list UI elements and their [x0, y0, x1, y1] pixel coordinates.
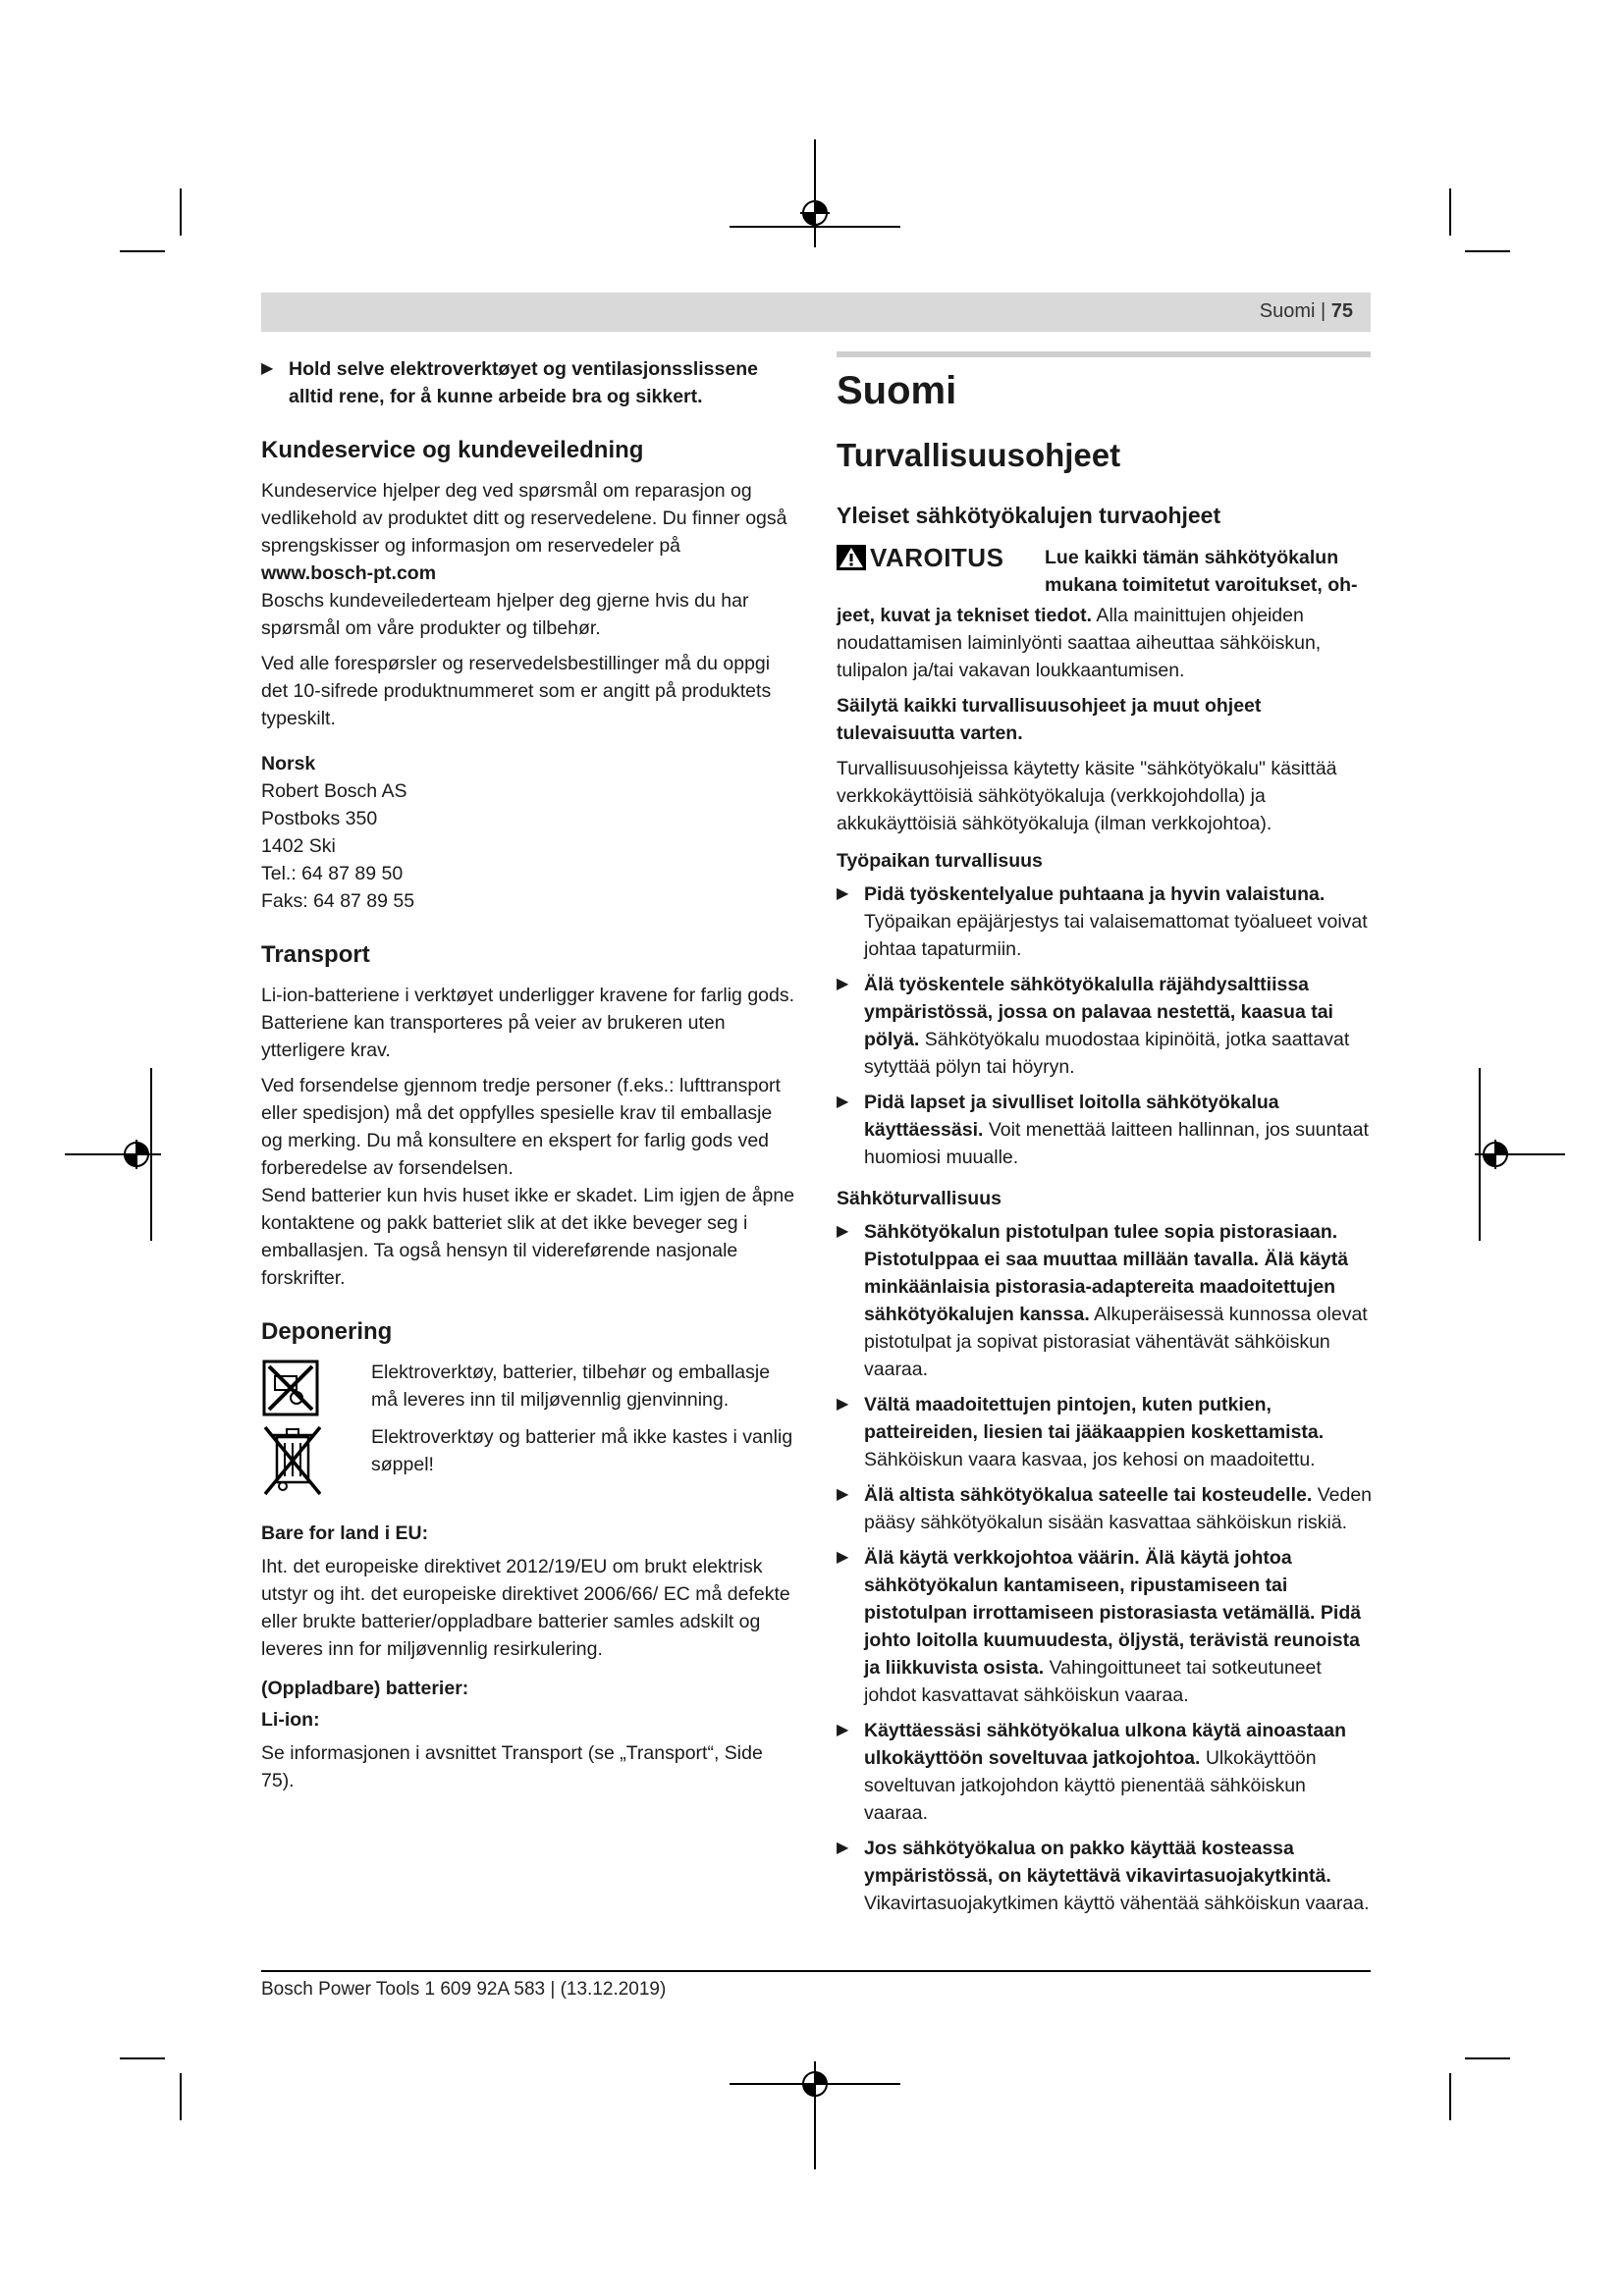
address-city: 1402 Ski	[261, 835, 336, 857]
bullet-arrow-icon: ▶	[837, 1549, 849, 1566]
eu-text: Iht. det europeiske direktivet 2012/19/EU om brukt elektrisk utstyr og iht. det europeiske direktivet 2006/66/ EC må defekte eller brukte batterier/oppladbare batterier samles adskilt og leveres inn for miljøvennlig resirkulering.	[261, 1556, 790, 1660]
footer-text: Bosch Power Tools 1 609 92A 583 | (13.12.2019)	[261, 1979, 667, 2000]
address-tel: Tel.: 64 87 89 50	[261, 863, 404, 884]
electrical-item: ▶ Sähkötyökalun pistotulpan tulee sopia pistorasiaan. Pistotulppaa ei saa muuttaa millään tavalla. Älä käytä minkäänlaisia pistorasia-adaptereita maadoitettujen sähkötyökalujen kanssa. Alkuperäisessä kunnossa olevat pistotulpat ja sopivat pistorasiat vähentävät sähköiskun vaaraa.	[837, 1218, 1375, 1383]
transport-p1: Li-ion-batteriene i verktøyet underligger kravene for farlig gods. Batteriene kan transporteres på veier av brukeren uten ytterligere krav.	[261, 985, 795, 1061]
intro-bullet: ▶ Hold selve elektroverktøyet og ventilasjonsslissene alltid rene, for å kunne arbeide bra og sikkert.	[261, 355, 796, 410]
batterier-text: Se informasjonen i avsnittet Transport (se „Transport“, Side 75).	[261, 1742, 763, 1791]
header-language: Suomi	[1259, 300, 1316, 322]
bullet-arrow-icon: ▶	[837, 1722, 849, 1738]
warning-text: jeet, kuvat ja tekniset tiedot. Alla mainittujen ohjeiden noudattamisen laiminlyönti saattaa aiheuttaa sähköiskun, tulipalon ja/tai vakavan loukkaantumisen.	[837, 605, 1322, 681]
right-column	[837, 355, 1375, 1925]
kundeservice-heading: Kundeservice og kundeveiledning	[261, 437, 644, 463]
section-title: Turvallisuusohjeet	[837, 437, 1121, 473]
address-company: Robert Bosch AS	[261, 780, 407, 802]
footer-rule	[261, 1970, 1371, 1972]
warning-badge: VAROITUS	[837, 544, 1003, 571]
warning-first-line: Lue kaikki tämän sähkötyökalun mukana toimitetut varoitukset, oh-	[1045, 547, 1358, 596]
reg-line	[814, 139, 816, 247]
warning-triangle-icon	[837, 545, 866, 570]
disposal-text-2: Elektroverktøy og batterier må ikke kastes i vanlig søppel!	[371, 1426, 793, 1475]
electrical-item: ▶ Käyttäessäsi sähkötyökalua ulkona käytä ainoastaan ulkokäyttöön soveltuvaa jatkojohtoa. Ulkokäyttöön soveltuvan jatkojohdon käyttö pienentää sähköiskun vaaraa.	[837, 1717, 1375, 1827]
electrical-item: ▶ Jos sähkötyökalua on pakko käyttää kosteassa ympäristössä, on käytettävä vikavirtasuojakytkintä. Vikavirtasuojakytkimen käyttö vähentää sähköiskun vaaraa.	[837, 1835, 1375, 1917]
disposal-text-1: Elektroverktøy, batterier, tilbehør og emballasje må leveres inn til miljøvennlig gjenvinning.	[371, 1362, 771, 1411]
registration-mark-icon	[122, 1140, 151, 1169]
address-country: Norsk	[261, 753, 316, 774]
electrical-item: ▶ Älä altista sähkötyökalua sateelle tai kosteudelle. Veden pääsy sähkötyökalun sisään kasvattaa sähköiskun riskiä.	[837, 1481, 1375, 1536]
eu-heading: Bare for land i EU:	[261, 1522, 429, 1544]
bullet-arrow-icon: ▶	[837, 1396, 849, 1413]
kundeservice-p3: Ved alle forespørsler og reservedelsbestillinger må du oppgi det 10-sifrede produktnummeret som er angitt på produktets typeskilt.	[261, 653, 772, 729]
transport-heading: Transport	[261, 941, 370, 968]
disposal-item	[261, 1423, 796, 1498]
crop-mark	[180, 2073, 182, 2120]
recycle-box-icon	[261, 1359, 371, 1417]
crop-mark	[120, 250, 165, 252]
left-column	[261, 355, 796, 1802]
address-box: Postboks 350	[261, 808, 378, 829]
bullet-arrow-icon: ▶	[837, 1486, 849, 1503]
crossed-bin-icon	[261, 1423, 371, 1498]
crop-mark	[1465, 2057, 1510, 2059]
electrical-item: ▶ Älä käytä verkkojohtoa väärin. Älä käytä johtoa sähkötyökalun kantamiseen, ripustamiseen tai pistotulpan irrottamiseen pistorasiasta vetämällä. Pidä johto loitolla kuumuudesta, öljystä, terävistä reunoista ja liikkuvista osista. Vahingoittuneet tai sotkeutuneet johdot kasvattavat sähköiskun vaaraa.	[837, 1544, 1375, 1709]
term-note: Turvallisuusohjeissa käytetty käsite "sähkötyökalu" käsittää verkkokäyttöisiä sähkötyökaluja (verkkojohdolla) ja akkukäyttöisiä sähkötyökaluja (ilman verkkojohtoa).	[837, 758, 1337, 834]
registration-mark-icon	[800, 2069, 830, 2099]
deponering-heading: Deponering	[261, 1318, 393, 1345]
workplace-heading: Työpaikan turvallisuus	[837, 850, 1043, 872]
disposal-item	[261, 1359, 796, 1417]
page-number: 75	[1330, 300, 1353, 322]
kundeservice-p1: Kundeservice hjelper deg ved spørsmål om reparasjon og vedlikehold av produktet ditt og reservedelene. Du finner også sprengskisser og informasjon om reservedeler på www.bosch-pt.com Boschs kundeveilederteam hjelper deg gjerne hvis du har spørsmål om våre produkter og tilbehør.	[261, 480, 787, 639]
workplace-item: ▶ Pidä lapset ja sivulliset loitolla sähkötyökalua käyttäessäsi. Voit menettää laitteen hallinnan, jos suuntaat huomiosi muualle.	[837, 1089, 1375, 1171]
workplace-item: ▶ Pidä työskentelyalue puhtaana ja hyvin valaistuna. Työpaikan epäjärjestys tai valaisemattomat työalueet voivat johtaa tapaturmiin.	[837, 881, 1375, 963]
bullet-arrow-icon: ▶	[837, 1094, 849, 1110]
crop-mark	[120, 2057, 165, 2059]
website-link[interactable]: www.bosch-pt.com	[261, 562, 437, 584]
bullet-arrow-icon: ▶	[837, 1223, 849, 1240]
header-label: Suomi | 75	[1259, 300, 1353, 322]
crop-mark	[1465, 250, 1510, 252]
registration-mark-icon	[1481, 1140, 1510, 1169]
workplace-item: ▶ Älä työskentele sähkötyökalulla räjähdysalttiissa ympäristössä, jossa on palavaa nestettä, kaasua tai pölyä. Sähkötyökalu muodostaa kipinöitä, jotka saattavat sytyttää pölyn tai höyryn.	[837, 971, 1375, 1081]
warning-block	[837, 543, 1375, 596]
crop-mark	[1449, 188, 1451, 236]
bullet-arrow-icon: ▶	[837, 1840, 849, 1856]
address-block	[261, 750, 796, 915]
subsection-title: Yleiset sähkötyökalujen turvaohjeet	[837, 503, 1221, 528]
address-fax: Faks: 64 87 89 55	[261, 890, 415, 912]
transport-p3: Send batterier kun hvis huset ikke er skadet. Lim igjen de åpne kontaktene og pakk batteriet slik at det ikke beveger seg i emballasjen. Ta også hensyn til videreførende nasjonale forskrifter.	[261, 1185, 795, 1289]
crop-mark	[180, 188, 182, 236]
transport-p2: Ved forsendelse gjennom tredje personer (f.eks.: lufttransport eller spedisjon) må det oppfylles spesielle krav til emballasje og merking. Du må konsultere en ekspert for farlig gods ved forberedelse av forsendelsen.	[261, 1075, 781, 1179]
save-instructions-note: Säilytä kaikki turvallisuusohjeet ja muut ohjeet tulevaisuutta varten.	[837, 695, 1262, 744]
batterier-heading: (Oppladbare) batterier:	[261, 1678, 469, 1699]
page-title: Suomi	[837, 369, 957, 412]
bullet-arrow-icon: ▶	[837, 976, 849, 992]
bullet-arrow-icon: ▶	[261, 360, 274, 377]
electrical-item: ▶ Vältä maadoitettujen pintojen, kuten putkien, patteireiden, liesien tai jääkaappien koskettamista. Sähköiskun vaara kasvaa, jos kehosi on maadoitettu.	[837, 1391, 1375, 1473]
registration-mark-icon	[800, 198, 830, 228]
electrical-heading: Sähköturvallisuus	[837, 1188, 1001, 1209]
page-header	[261, 293, 1371, 332]
bullet-arrow-icon: ▶	[837, 885, 849, 902]
crop-mark	[1449, 2073, 1451, 2120]
liion-heading: Li-ion:	[261, 1709, 320, 1731]
